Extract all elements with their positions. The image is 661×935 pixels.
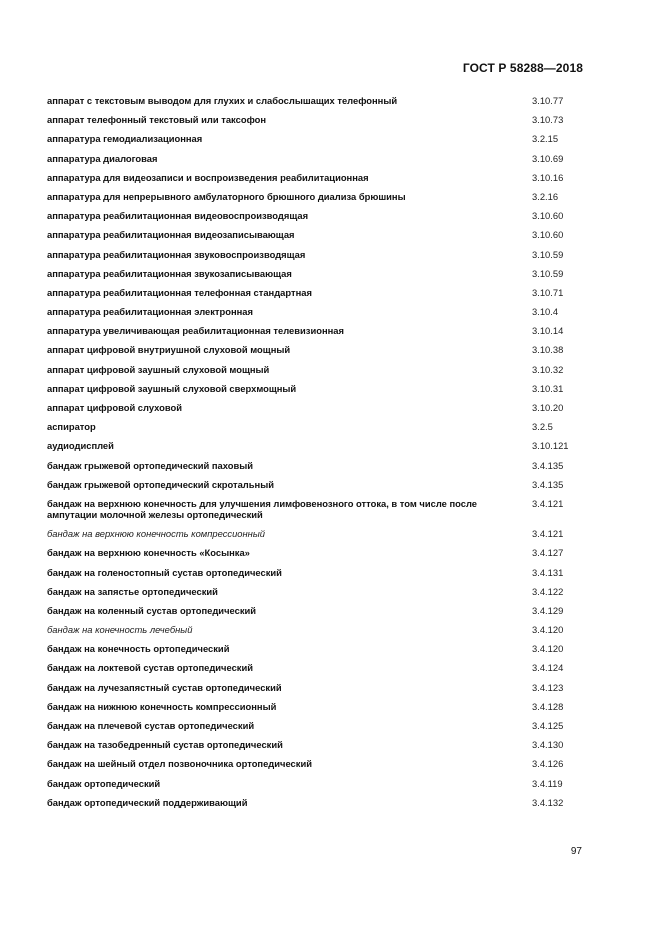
index-reference: 3.10.121 (532, 440, 569, 452)
index-entry (47, 498, 587, 520)
index-term: аппаратура реабилитационная видеозаписывающая (47, 229, 295, 241)
index-entry (47, 383, 587, 394)
index-entry (47, 758, 587, 769)
page-number: 97 (570, 846, 582, 857)
index-reference: 3.4.129 (532, 604, 564, 616)
index-term: аспиратор (47, 421, 96, 433)
index-term: бандаж на локтевой сустав ортопедический (47, 662, 254, 674)
index-reference: 3.10.60 (532, 229, 564, 241)
index-reference: 3.10.32 (532, 363, 564, 375)
index-reference: 3.4.130 (532, 739, 564, 751)
index-reference: 3.2.16 (532, 190, 559, 202)
index-entry (47, 778, 587, 789)
index-term: аппарат цифровой заушный слуховой мощный (47, 363, 270, 375)
index-reference: 3.2.15 (532, 133, 559, 145)
index-term: бандаж на плечевой сустав ортопедический (47, 720, 255, 731)
index-reference: 3.4.121 (532, 497, 564, 509)
index-entry (47, 567, 587, 578)
index-reference: 3.4.128 (532, 700, 564, 712)
index-term: бандаж на запястье ортопедический (47, 585, 218, 597)
index-term: аппаратура для видеозаписи и воспроизведения реабилитационная (47, 171, 369, 183)
index-term: аппарат цифровой слуховой (47, 402, 183, 413)
index-entry (47, 268, 587, 279)
index-reference: 3.10.38 (532, 344, 564, 356)
standard-code: ГОСТ Р 58288—2018 (462, 61, 583, 75)
index-reference: 3.4.121 (532, 528, 564, 540)
index-reference: 3.10.31 (532, 382, 564, 394)
index-term: бандаж на лучезапястный сустав ортопедический (47, 681, 282, 693)
index-term: бандаж на тазобедренный сустав ортопедический (47, 739, 283, 751)
index-reference: 3.4.132 (532, 796, 564, 808)
index-entry (47, 133, 587, 144)
index-reference: 3.10.59 (532, 248, 564, 260)
index-entry (47, 797, 587, 808)
index-term: бандаж на верхнюю конечность для улучшения лимфовенозного оттока, в том числе после ампутации молочной железы ортопедический (47, 497, 478, 520)
index-entry (47, 325, 587, 336)
index-term: аппаратура реабилитационная видеовоспроизводящая (47, 210, 309, 222)
index-entry (47, 421, 587, 432)
index-term: бандаж на верхнюю конечность «Косынка» (47, 547, 250, 559)
index-entry (47, 364, 587, 375)
index-term: аппаратура гемодиализационная (47, 133, 203, 145)
index-entry (47, 720, 587, 731)
index-reference: 3.10.16 (532, 171, 564, 183)
index-reference: 3.4.131 (532, 566, 564, 578)
index-reference: 3.4.124 (532, 662, 564, 674)
index-term: аппаратура реабилитационная звуковоспроизводящая (47, 248, 306, 260)
index-reference: 3.10.60 (532, 210, 564, 222)
index-entry (47, 682, 587, 693)
index-term: бандаж на шейный отдел позвоночника ортопедический (47, 758, 312, 770)
index-entry (47, 479, 587, 490)
index-term: аппаратура для непрерывного амбулаторного брюшного диализа брюшины (47, 190, 406, 202)
index-term: бандаж на верхнюю конечность компрессионный (47, 528, 265, 540)
index-reference: 3.10.4 (532, 306, 559, 318)
index-entry (47, 229, 587, 240)
index-term: аппарат с текстовым выводом для глухих и слабослышащих телефонный (47, 95, 398, 106)
index-reference: 3.4.125 (532, 720, 564, 731)
term-index-list (47, 95, 587, 816)
index-entry (47, 191, 587, 202)
index-reference: 3.4.135 (532, 459, 564, 471)
index-term: аппарат телефонный текстовый или таксофон (47, 114, 267, 126)
index-reference: 3.10.20 (532, 402, 564, 413)
index-term: бандаж грыжевой ортопедический паховый (47, 459, 253, 471)
index-reference: 3.10.59 (532, 267, 564, 279)
index-entry (47, 662, 587, 673)
index-entry (47, 95, 587, 106)
index-entry (47, 460, 587, 471)
index-entry (47, 440, 587, 451)
index-reference: 3.4.120 (532, 643, 564, 655)
index-reference: 3.10.73 (532, 114, 564, 126)
index-reference: 3.10.69 (532, 152, 564, 164)
index-entry (47, 172, 587, 183)
index-term: аппаратура диалоговая (47, 152, 158, 164)
index-reference: 3.4.127 (532, 547, 564, 559)
index-entry (47, 402, 587, 413)
index-entry (47, 547, 587, 558)
index-entry (47, 153, 587, 164)
index-term: бандаж на конечность ортопедический (47, 643, 230, 655)
index-term: аппарат цифровой внутриушной слуховой мощный (47, 344, 291, 356)
index-entry (47, 114, 587, 125)
index-term: аппаратура увеличивающая реабилитационная телевизионная (47, 325, 344, 337)
index-entry (47, 210, 587, 221)
index-entry (47, 643, 587, 654)
index-reference: 3.10.77 (532, 95, 564, 106)
index-entry (47, 739, 587, 750)
index-reference: 3.4.126 (532, 758, 564, 770)
index-term: аппаратура реабилитационная электронная (47, 306, 253, 318)
index-reference: 3.10.14 (532, 325, 564, 337)
index-term: аудиодисплей (47, 440, 114, 452)
index-reference: 3.4.122 (532, 585, 564, 597)
index-entry (47, 586, 587, 597)
index-entry (47, 344, 587, 355)
index-entry (47, 287, 587, 298)
index-term: бандаж на коленный сустав ортопедический (47, 604, 257, 616)
index-reference: 3.10.71 (532, 286, 564, 298)
index-term: бандаж на нижнюю конечность компрессионный (47, 700, 277, 712)
index-entry (47, 605, 587, 616)
index-term: бандаж ортопедический поддерживающий (47, 796, 248, 808)
index-term: аппаратура реабилитационная телефонная стандартная (47, 286, 312, 298)
index-term: аппаратура реабилитационная звукозаписывающая (47, 267, 292, 279)
index-term: бандаж на голеностопный сустав ортопедический (47, 566, 282, 578)
index-entry (47, 528, 587, 539)
index-reference: 3.4.123 (532, 681, 564, 693)
index-reference: 3.2.5 (532, 421, 553, 433)
index-term: бандаж грыжевой ортопедический скротальный (47, 478, 274, 490)
index-entry (47, 701, 587, 712)
index-reference: 3.4.120 (532, 624, 564, 636)
index-entry (47, 249, 587, 260)
index-term: аппарат цифровой заушный слуховой сверхмощный (47, 382, 297, 394)
index-entry (47, 624, 587, 635)
index-term: бандаж ортопедический (47, 777, 161, 789)
index-entry (47, 306, 587, 317)
index-reference: 3.4.135 (532, 478, 564, 490)
index-term: бандаж на конечность лечебный (47, 624, 193, 636)
index-reference: 3.4.119 (532, 777, 563, 789)
